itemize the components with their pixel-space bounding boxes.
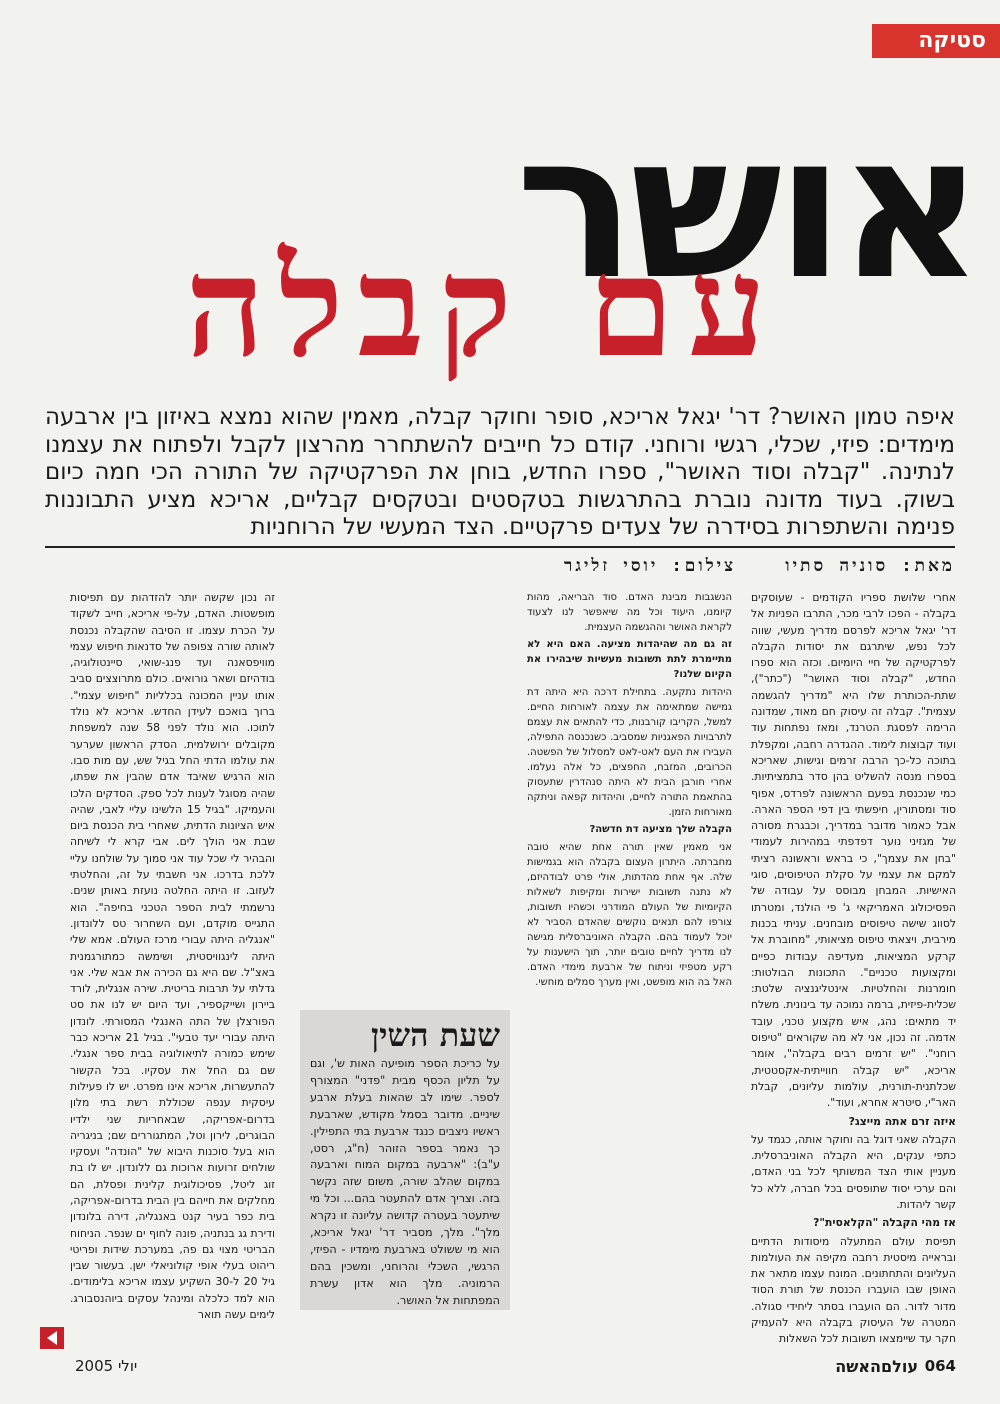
col2-para-2: היהדות נתקעה. בתחילת דרכה היא היתה דת גמישה שמתאימה את עצמה לאורחות החיים. למשל, הקריבו קורבנות, כדי להתאים את עצמם לתרבויות הפאגניות שמסביב. כשנכנסה התפילה, העבירו את העם לאט-לאט למסלול של הפשטה. הכרובים, המזבח, החפצים, כל אלה נעלמו. אחרי חורבן הבית לא היתה סנהדרין שתעסוק בהתאמת התורה לחיים, והיהדות קפאה וניתקה מאורחות הזמן. — [527, 686, 732, 819]
byline-divider — [45, 546, 955, 548]
headline-sub: עם קבלה — [185, 225, 780, 388]
col1-question-1: איזה זרם אתה מייצג? — [848, 1114, 956, 1128]
sidebar-box — [300, 1010, 510, 1310]
col1-para-1: אחרי שלושת ספריו הקודמים - שעוסקים בקבלה - הפכו לרבי מכר, התרבו הפניות אל דר' יגאל אריכא לפרסם מדריך מעשי, שווה לכל נפש, שיתרגם את יסודות הקבלה לפרקטיקה של חיי היומיום. וכזה הוא ספרו החדש, "קבלה וסוד האושר" ("כתר"), שתת-הכותרת שלו היא "מדריך להגשמה עצמית". קבלה זה עיסוק חם מאוד, שמדונה הרימה לפסגת הטרנד, ומאז נפתחות עוד ועוד קבוצות לימוד. ההגדרה רחבה, ומקפלת בתוכה כל-כך הרבה זרמים וגישות, שאריכא בספרו מנסה להשליט בהן סדר בתמציתיות. כמי שנכנסת בפעם הראשונה לפרדס, אפוף סוד ומסתורין, חיפשתי בין דפי הספר הארה. אבל כאמור מדובר במדריך, וכבגרת מסורה של מגזיני נוער דפדפתי במהירות לעמודי "בחן את עצמך", כי בראש וראשונה רציתי למקם את עצמי על סקלת הטיפוסים, סוגי האישיות. המבחן מבוסס על עבודה של הפסיכולוג האמריקאי ג' פי הולנד, ומטרתו לסווג שישה טיפוסים מובחנים. עניתי בכנות מירבית, ויצאתי טיפוס מציאותי, "מחוברת אל קרקע המציאות, מעדיפה עבודות כפיים ומקצועות טכניים". התכונות הבולטות: חומרנות והחלטיות. אינטליגנציה שלטת: שכלית-פיזית, ברמה נמוכה עד בינונית. משלח יד מתאים: נהג, איש מקצוע טכני, עובד אדמה. זה נכון, אני לא מה שקוראים "טיפוס רוחני". "יש זרמים רבים בקבלה", אומר אריכא, "יש קבלה חווייתית-אקסטטית, שכלתנית-תורנית, עולמות עליונים, קבלת האר"י, סיטרא אחרא, ועוד". — [751, 591, 956, 1110]
magazine-name: עולםהאשה — [835, 1357, 918, 1376]
col2-para-1: הנשגבות מבינת האדם. סוד הבריאה, מהות קיומנו, היעוד וכל מה שיאפשר לנו לצעוד לקראת האושר וההגשמה העצמית. — [527, 592, 732, 634]
lead-text: איפה טמון האושר? דר' יגאל אריכא, סופר וחוקר קבלה, מאמין שהוא נמצא באיזון בין ארבעה מימדים: פיזי, שכלי, רגשי ורוחני. קודם כל חייבים להשתחרר מהרצון לקבל ולפתוח את עצמנו לנתינה. "קבלה וסוד האושר", ספרו החדש, בוחן את הפרקטיקה של התורה הכי חמה כיום בשוק. בעוד מדונה נוברת בהתרגשות בטקסטים ובטקסים קבליים, אריכא מציע התבוננות פנימה והשתפרות בסידרה של צעדים פרקטיים. הצד המעשי של הרוחניות — [45, 404, 955, 540]
col4-para-1: זה נכון שקשה יותר להזדהות עם תפיסות מופשטות. האדם, על-פי אריכא, חייב לשקוד על הכרת עצמו. זו הסיבה שהקבלה נכנסת לאותה שורה צפופה של סדנאות חיפוש עצמי מוויפסאנה ועד פנג-שואי, סיינטולוגיה, בודהיזם ושאר גורואים. כולם מתרוצצים סביב אותו עניין המכונה בכלליות "חיפוש עצמי". ברוך בואכם לעידן החדש. אריכא לא נולד לתוכו. הוא נולד לפני 58 שנה למשפחת מקובלים ירושלמית. הסדק הראשון שערער את עולמו הדתי החל בגיל שש, עם מות סבו. הוא הרגיש שאיבד אדם שהבין את שפתו, שהיה מסוגל לענות לכל ספק. הסדקים הלכו והעמיקו. "בגיל 15 הלשינו עליי לאבי, שהיה איש הציונות הדתית, שאחרי בית הכנסת ביום שבת אני הולך לים. אבי קרא לי לשיחה והבהיר לי שכל עוד אני סמוך על שולחנו עליי ללכת בדרכו. אני חשבתי על זה, והחלטתי לעזוב. זו היתה החלטה נועזת באותן שנים. נרשמתי לבית הספר הטכני בחיפה". הוא התגייס מוקדם, ועם השחרור טס ללונדון. "אנגליה היתה עבורי מרכז העולם. אמא שלי היתה לינגוויסטית, ושימשה כמתורגמנית באצ"ל. שם היא גם הכירה את אבא שלי. אני גדלתי על תרבות בריטית. שירה אנגלית, לורד ביירון ושייקספיר, ועד היום יש לנו את סט הפורצלן של התה האנגלי המסורתי. לונדון היתה עבורי יעד טבעי". בגיל 21 אריכא כבר שימש כמורה לתיאולוגיה בבית ספר אנגלי. שם גם החל את עסקיו. בכל הקשור להתעשרות, אריכא אינו מפרט. יש לו פעילות עיסקית ענפה שכוללת רשת בתי מלון בדרום-אפריקה, שבאחריות שני ילדיו הבוגרים, לירון וטל, המתגוררים שם; בניגריה הוא בעל סוכנות היבוא של "הונדה" ועסקיו שולחים זרועות ארוכות גם ללונדון. יש לו בת זוג ליטל, פסיכולוגית קלינית ופסלת, הם מחלקים את חייהם בין הבית בדרום-אפריקה, בית כפר בעיר קנט באנגליה, דירה בלונדון ודירת גג בנתניה, פונה לחוף ים שנפר. הניחוח הבריטי מצוי גם פה, במערכת שידות ופריטי ריהוט בעלי אופי קולוניאלי ישן. בעשור שבין גיל 20 ל-30 השקיע עצמו אריכא בלימודים. הוא למד כלכלה ומינהל עסקים ביוהנסבורג. לימים עשה תואר — [69, 591, 275, 1322]
headline-main: אושר — [515, 91, 978, 324]
col2-question-1: זה גם מה שהיהדות מציעה. האם היא לא מתיימרת לתת תשובות מעשיות שיבהירו את הקיום שלנו? — [527, 639, 732, 681]
col2-question-2: הקבלה שלך מציעה דת חדשה? — [589, 824, 732, 836]
page-number: 064 — [924, 1357, 956, 1375]
byline-photo: צילום: יוסי זליגר — [564, 556, 737, 576]
article-column-4 — [70, 590, 275, 1325]
issue-date: יולי 2005 — [75, 1357, 138, 1375]
col2-para-3: אני מאמין שאין תורה אחת שהיא טובה מחברתה. היתרון העצום בקבלה הוא בגמישות שלה. אף אחת מהדתות, אולי פרט לבודהיזם, לא נתנה תשובות ישירות ומקיפות לשאלות הקיומיות של העולם המודרני וכשהיו תשובות, צורפו להם תנאים נוקשים שהאדם הסביר לא יוכל לעמוד בהם. הקבלה האוניברסלית מגישה לנו מדריך לחיים טובים יותר, תוך הישענות על רקע מטפיזי וניתוח של ארבעת מימדי האדם. האל בה הוא מופשט, ואין מערך סמלים מוחשי. — [527, 841, 732, 989]
article-column-1 — [751, 590, 956, 1350]
byline — [45, 556, 955, 576]
col1-question-2: אז מהי הקבלה "הקלאסית"? — [813, 1216, 956, 1230]
section-tab: סטיקה — [872, 24, 1000, 58]
byline-author: מאת: סוניה סתיו — [785, 556, 955, 576]
lead-paragraph — [45, 404, 955, 542]
continue-arrow-icon — [40, 1327, 64, 1349]
col1-para-3: תפיסת עולם המתעלה מיסודות הדתיים ובראייה מיסטית רחבה מקיפה את העולמות העליונים והתחתונים. המונח עצמו מתאר את האופן שבו הועברו הכנסת של תורת הסוד מדור לדור. הם הועברו בסתר ליחידי סגולה. המטרה של העיסוק בקבלה היא להעמיק חקר עד שיימצאו תשובות לכל השאלות — [751, 1234, 956, 1346]
sidebar-box-text: על כריכת הספר מופיעה האות ש', וגם על תליון הכסף מבית "פדני" המצורף לספר. שימו לב שהאות בעלת ארבע שיניים. מדובר בסמל מקודש, שארבעת ראשיו ניצבים כנגד ארבעת בתי התפילין. כך נאמר בספר הזוהר (ח"ג, רסט, ע"ב): "ארבעה במקום המוח וארבעה במקום שהלב שורה, משום שזה נקשר בזה. וצריך אדם להתעטר בהם... וכל מי שיתעטר בעטרה קדושה עליונה זו נקרא מלך". מלך, מסביר דר' יגאל אריכא, הוא מי ששולט בארבעת מימדיו - הפיזי, הרגשי, השכלי והרוחני, ומשכין בהם הרמוניה. מלך הוא אדון עשרת המפתחות אל האושר. — [310, 1057, 500, 1307]
sidebar-box-title: שעת השין — [370, 1016, 500, 1054]
article-column-2 — [527, 590, 732, 992]
col1-para-2: הקבלה שאני דוגל בה וחוקר אותה, כגמד על כתפי ענקים, היא הקבלה האוניברסלית. מעניין אותי הצד המשותף לכל בני האדם, והם ערכי יסוד שתופסים בכל חברה, ללא כל קשר ליהדות. — [751, 1132, 956, 1211]
